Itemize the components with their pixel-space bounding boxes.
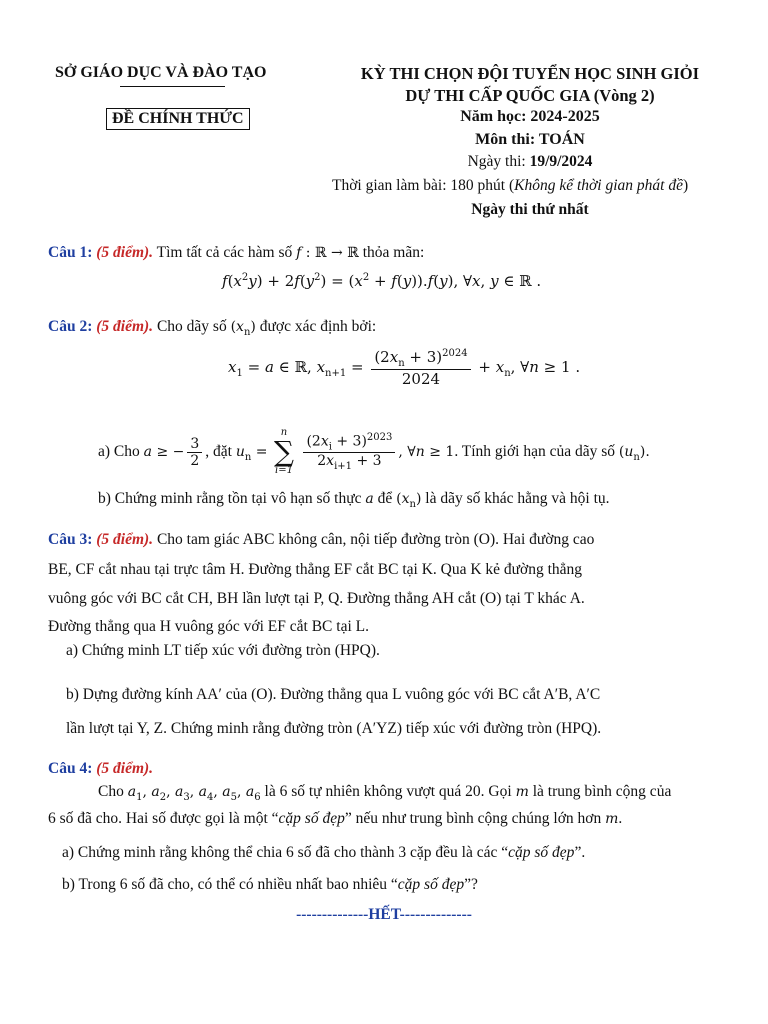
q3-line-1: Câu 3: (5 điểm). Cho tam giác ABC không cân, nội tiếp đường tròn (O). Hai đường cao [48,531,595,548]
q1-equation: $f(x^2y) + 2f(y^2) = (x^2 + f(y)).f(y)$, ∀x, y ∈ ℝ . [222,272,542,290]
q3-line-3: vuông góc với BC cắt CH, BH lần lượt tại P, Q. Đường thẳng AH cắt (O) tại T khác A. [48,590,585,607]
exam-title: KỲ THI CHỌN ĐỘI TUYỂN HỌC SINH GIỎI [360,64,700,83]
q3-line-4: Đường thẳng qua H vuông góc với EF cắt BC tại L. [48,618,369,635]
school-year: Năm học: 2024-2025 [460,108,600,125]
q2-part-a: a) Cho a ≥ − $\frac{3}{2}$ , đặt $u_n$ = n ∑ i=1 $\frac{(2x_i + 3)^{2023}}{2x_{i+1} + 3}$ , ∀n ≥ 1. Tính giới hạn của dãy số $(u_n)$. [98,427,650,476]
q3-line-2: BE, CF cắt nhau tại trực tâm H. Đường thẳng EF cắt BC tại K. Qua K kẻ đường thẳng [48,561,583,578]
exam-subtitle: DỰ THI CẤP QUỐC GIA (Vòng 2) [405,86,655,105]
q1-statement: Câu 1: (5 điểm). Tìm tất cả các hàm số f : ℝ → ℝ thỏa mãn: [48,244,425,261]
q2-statement: Câu 2: (5 điểm). Cho dãy số $(x_n)$ được xác định bởi: [48,318,377,338]
q2-recurrence: $x_1 = a$ ∈ ℝ, $x_{n+1}$ = $\frac{(2x_n + 3)^{2024}}{2024}$ + $x_n$, ∀n ≥ 1 . [228,348,581,388]
exam-date: Ngày thi: 19/9/2024 [467,153,593,170]
q3-part-a: a) Chứng minh LT tiếp xúc với đường tròn (HPQ). [66,642,380,659]
q3-part-b-line-1: b) Dựng đường kính AA′ của (O). Đường thẳng qua L vuông góc với BC cắt A′B, A′C [66,686,601,703]
subject: Môn thi: TOÁN [475,131,585,148]
q4-part-b: b) Trong 6 số đã cho, có thể có nhiều nhất bao nhiêu “cặp số đẹp”? [62,876,478,893]
exam-day: Ngày thi thứ nhất [471,201,589,218]
department-underline [120,86,225,87]
q4-line-1: Cho $a_1$, $a_2$, $a_3$, $a_4$, $a_5$, $a_6$ là 6 số tự nhiên không vượt quá 20. Gọi m là trung bình cộng của [98,783,672,803]
exam-duration: Thời gian làm bài: 180 phút (Không kể thời gian phát đề) [332,177,689,194]
department-name: SỞ GIÁO DỤC VÀ ĐÀO TẠO [55,64,267,81]
q4-part-a: a) Chứng minh rằng không thể chia 6 số đã cho thành 3 cặp đều là các “cặp số đẹp”. [62,844,586,861]
official-badge: ĐỀ CHÍNH THỨC [106,108,250,130]
q2-part-b: b) Chứng minh rằng tồn tại vô hạn số thực a để $(x_n)$ là dãy số khác hằng và hội tụ. [98,490,610,510]
q4-heading: Câu 4: (5 điểm). [48,760,154,777]
q3-part-b-line-2: lần lượt tại Y, Z. Chứng minh rằng đường tròn (A′YZ) tiếp xúc với đường tròn (HPQ). [66,720,602,737]
end-marker: --------------HẾT-------------- [296,906,472,923]
q4-line-2: 6 số đã cho. Hai số được gọi là một “cặp số đẹp” nếu như trung bình cộng chúng lớn hơn m. [48,810,623,827]
